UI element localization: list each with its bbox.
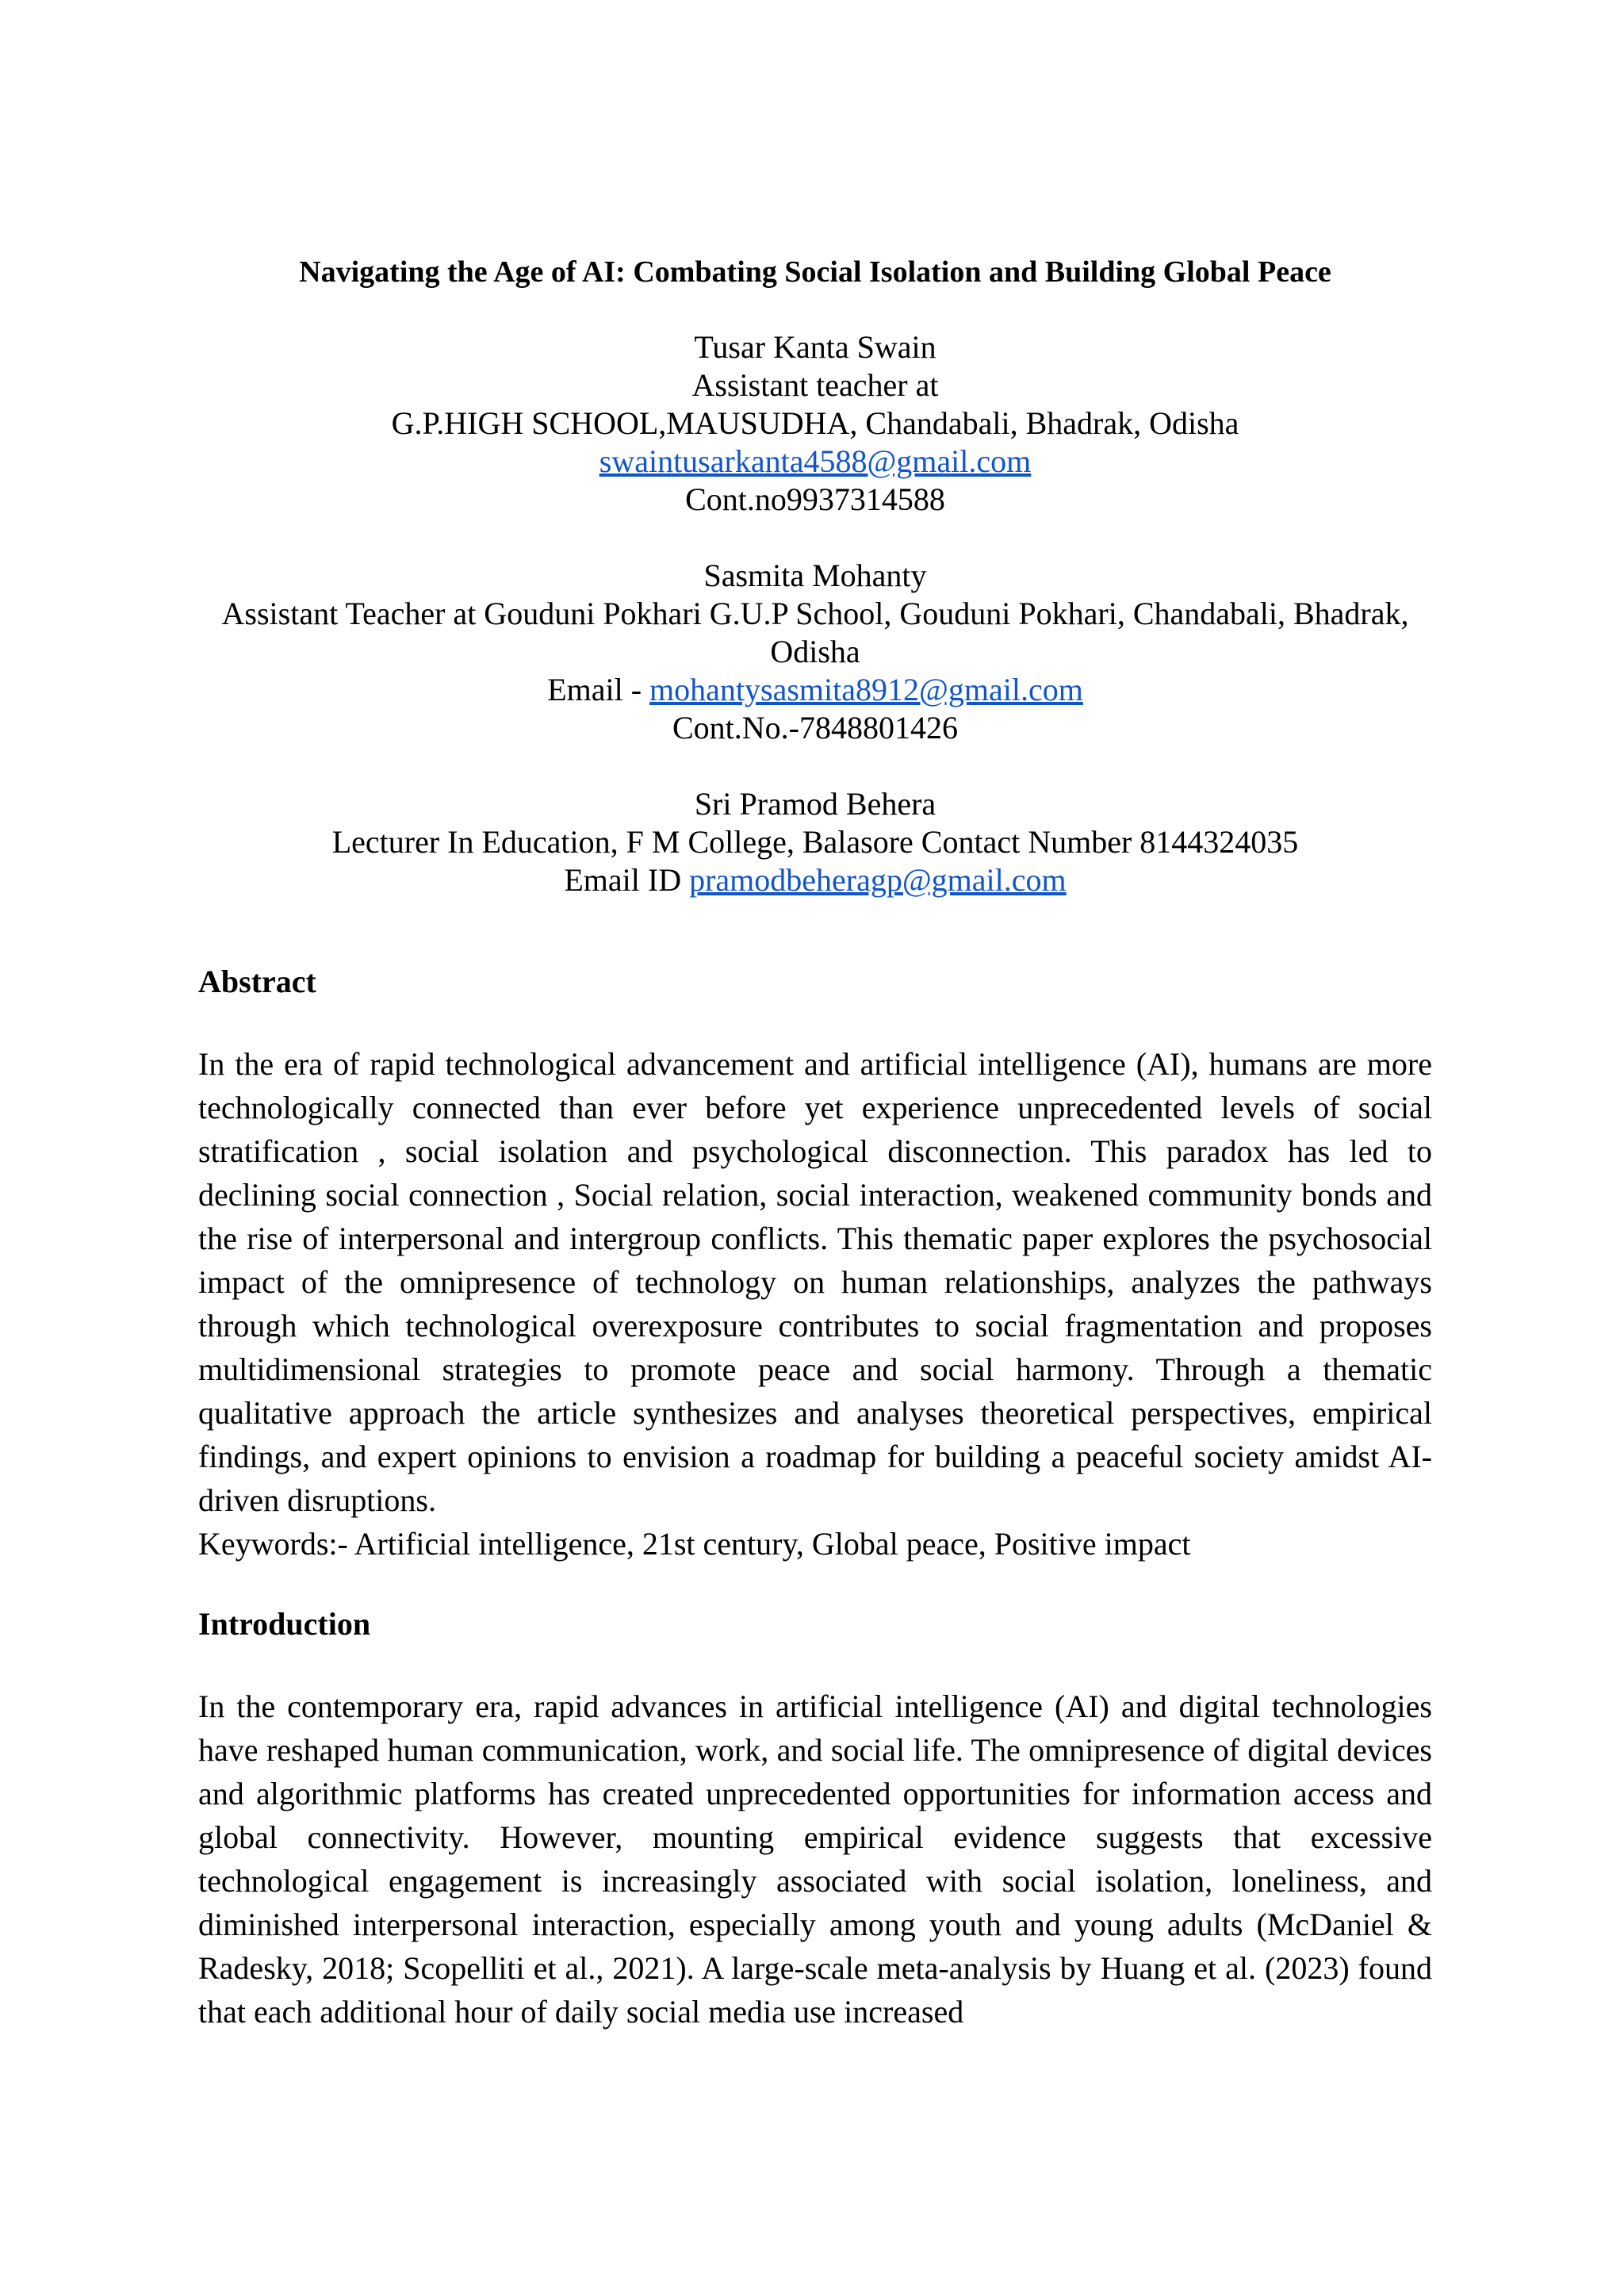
document-page (198, 251, 1432, 2033)
author-affiliation: G.P.HIGH SCHOOL,MAUSUDHA, Chandabali, Bhadrak, Odisha (391, 405, 1239, 441)
author-affiliation-cont: Odisha (770, 634, 860, 669)
abstract-heading: Abstract (198, 964, 316, 999)
author-2 (198, 557, 1432, 747)
author-name: Sri Pramod Behera (694, 786, 936, 822)
author-contact: Cont.no9937314588 (685, 481, 945, 517)
author-email-line (198, 443, 1432, 481)
email-prefix: Email ID (564, 862, 690, 898)
keywords-line: Keywords:- Artificial intelligence, 21st century, Global peace, Positive impact (198, 1526, 1191, 1562)
abstract-text: In the era of rapid technological advancement and artificial intelligence (AI), humans are more technologically connected than ever before yet experience unprecedented levels of social stratification , social isolation and psychological disconnection. This paradox has led to declining social connection , Social relation, social interaction, weakened community bonds and the rise of interpersonal and intergroup conflicts. This thematic paper explores the psychosocial impact of the omnipresence of technology on human relationships, analyzes the pathways through which technological overexposure contributes to social fragmentation and proposes multidimensional strategies to promote peace and social harmony. Through a thematic qualitative approach the article synthesizes and analyses theoretical perspectives, empirical findings, and expert opinions to envision a roadmap for building a peaceful society amidst AI-driven disruptions. (198, 1046, 1432, 1518)
author-email-link[interactable]: swaintusarkanta4588@gmail.com (599, 443, 1032, 479)
introduction-text: In the contemporary era, rapid advances in artificial intelligence (AI) and digital technologies have reshaped human communication, work, and social life. The omnipresence of digital devices and algorithmic platforms has created unprecedented opportunities for information access and global connectivity. However, mounting empirical evidence suggests that excessive technological engagement is increasingly associated with social isolation, loneliness, and diminished interpersonal interaction, especially among youth and young adults (McDaniel & Radesky, 2018; Scopelliti et al., 2021). A large-scale meta-analysis by Huang et al. (2023) found that each additional hour of daily social media use increased (198, 1688, 1432, 2030)
author-email-link[interactable]: mohantysasmita8912@gmail.com (649, 672, 1083, 707)
email-prefix: Email - (547, 672, 650, 707)
author-1 (198, 328, 1432, 519)
author-block (198, 328, 1432, 899)
author-name: Sasmita Mohanty (703, 558, 927, 593)
author-role: Assistant teacher at (691, 367, 939, 403)
author-email-line (198, 671, 1432, 709)
author-email-link[interactable]: pramodbeheragp@gmail.com (689, 862, 1067, 898)
author-affiliation: Assistant Teacher at Gouduni Pokhari G.U.P School, Gouduni Pokhari, Chandabali, Bhadrak, (221, 596, 1409, 631)
introduction-heading: Introduction (198, 1606, 371, 1642)
author-name: Tusar Kanta Swain (694, 329, 936, 365)
paper-title: Navigating the Age of AI: Combating Social Isolation and Building Global Peace (299, 255, 1331, 289)
author-contact: Cont.No.-7848801426 (672, 710, 958, 746)
author-3 (198, 785, 1432, 899)
author-affiliation: Lecturer In Education, F M College, Balasore Contact Number 8144324035 (331, 824, 1299, 860)
author-email-line (198, 861, 1432, 899)
